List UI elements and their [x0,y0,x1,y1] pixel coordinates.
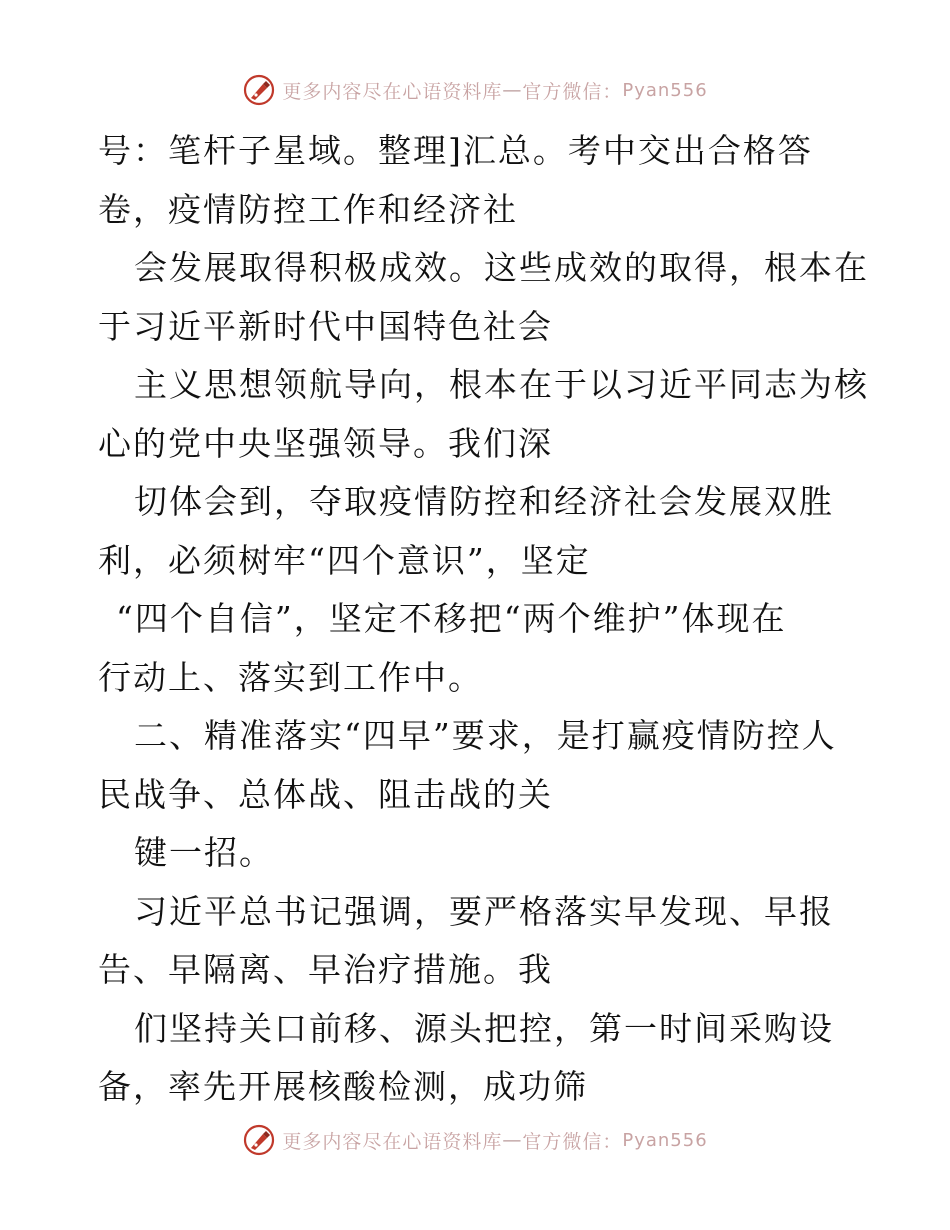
footer-watermark [0,1120,950,1160]
body-line: 习近平总书记强调，要严格落实早发现、早报 [134,891,834,931]
body-line: 备，率先开展核酸检测，成功筛 [98,1067,588,1106]
watermark-wechat-handle: Pyan556 [622,79,708,101]
body-line: 们坚持关口前移、源头把控，第一时间采购设 [134,1008,834,1048]
body-line: 利，必须树牢“四个意识”，坚定 [98,540,591,580]
body-line: 于习近平新时代中国特色社会 [98,306,553,346]
body-line: 号：笔杆子星域。整理]汇总。考中交出合格答 [98,131,813,170]
body-line: 行动上、落实到工作中。 [98,657,483,697]
body-line: 二、精准落实“四早”要求，是打赢疫情防控人 [134,716,837,755]
watermark-wechat-label: 官方微信： [522,80,623,103]
header-watermark [0,70,950,110]
watermark-main-text: 更多内容尽在心语资料库 [282,80,503,103]
document-body [98,122,869,1117]
body-line: 民战争、总体战、阻击战的关 [98,774,553,814]
watermark-wechat-handle: Pyan556 [622,1129,708,1151]
body-line: 卷，疫情防控工作和经济社 [98,189,518,229]
watermark-wechat-label: 官方微信： [522,1130,623,1153]
body-line: “四个自信”，坚定不移把“两个维护”体现在 [116,599,787,638]
body-line: 切体会到，夺取疫情防控和经济社会发展双胜 [134,482,834,521]
body-line: 心的党中央坚强领导。我们深 [98,423,553,463]
body-line: 告、早隔离、早治疗措施。我 [98,950,553,989]
pen-nib-logo-icon [242,1123,276,1157]
body-line: 会发展取得积极成效。这些成效的取得，根本在 [134,248,869,287]
watermark-separator: — [502,1129,523,1151]
body-line: 键一招。 [134,833,274,872]
body-line: 主义思想领航导向，根本在于以习近平同志为核 [134,365,869,404]
pen-nib-logo-icon [242,73,276,107]
watermark-separator: — [502,79,523,101]
watermark-main-text: 更多内容尽在心语资料库 [282,1130,503,1153]
